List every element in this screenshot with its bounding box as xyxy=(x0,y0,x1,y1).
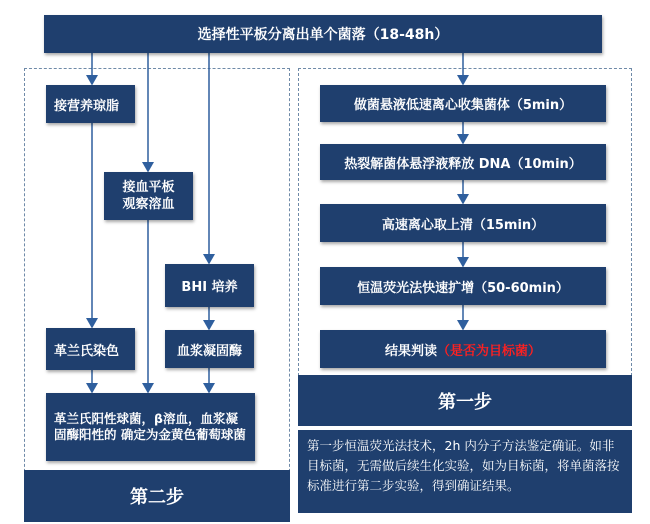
bhi-box: BHI 培养 xyxy=(165,264,254,307)
result-highlight: （是否为目标菌） xyxy=(437,343,542,359)
step2-label: 第二步 xyxy=(130,487,184,508)
nutrient-agar-box: 接营养琼脂 xyxy=(46,85,135,123)
top-title-box xyxy=(44,15,602,53)
blood-plate-box: 接血平板 观察溶血 xyxy=(104,172,193,220)
high-speed-step-box: 高速离心取上清（15min） xyxy=(320,204,606,242)
step2-label-box xyxy=(24,470,290,522)
gram-stain-box: 革兰氏染色 xyxy=(46,328,135,370)
amplify-step-box: 恒温荧光法快速扩增（50-60min） xyxy=(320,267,606,305)
coagulase-box: 血浆凝固酶 xyxy=(165,330,254,368)
centrifuge-step-box: 做菌悬液低速离心收集菌体（5min） xyxy=(320,85,606,122)
conclusion-box: 革兰氏阳性球菌，β溶血，血浆凝固酶阳性的 确定为金黄色葡萄球菌 xyxy=(46,393,255,461)
step1-label: 第一步 xyxy=(438,391,492,413)
lysis-step-box: 热裂解菌体悬浮液释放 DNA（10min） xyxy=(320,144,606,180)
result-step-box: 结果判读 （是否为目标菌） xyxy=(320,330,606,368)
step1-note: 第一步恒温荧光法技术，2h 内分子方法鉴定确证。如非目标菌，无需做后续生化实验，如为目标菌，将单菌落按标准进行第二步实验，得到确证结果。 xyxy=(298,430,632,513)
top-title: 选择性平板分离出单个菌落（18-48h） xyxy=(197,27,449,43)
step1-label-box xyxy=(298,375,632,426)
